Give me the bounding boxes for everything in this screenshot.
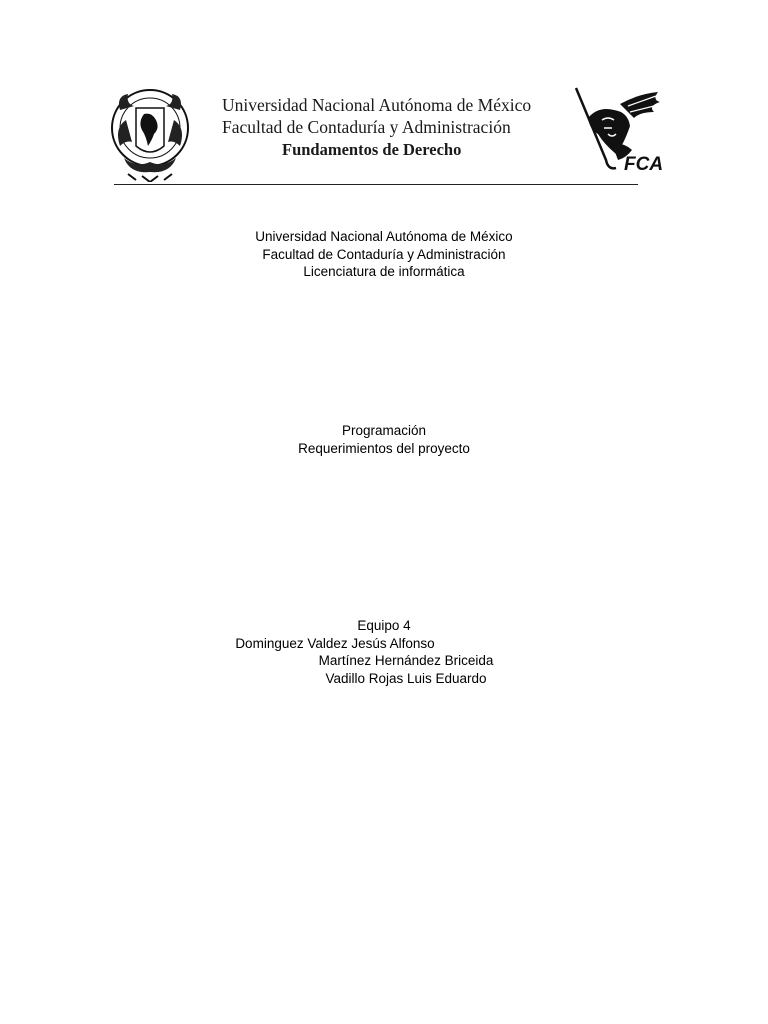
subject-block — [0, 422, 768, 457]
team-name: Equipo 4 — [357, 618, 411, 633]
fca-emblem-icon — [568, 84, 664, 176]
team-member: Vadillo Rojas Luis Eduardo — [325, 670, 487, 686]
institution-faculty: Facultad de Contaduría y Administración — [262, 246, 506, 262]
institution-university: Universidad Nacional Autónoma de México — [255, 229, 513, 244]
institution-block — [0, 228, 768, 281]
subject-assignment: Requerimientos del proyecto — [298, 440, 470, 456]
unam-crest-icon — [106, 88, 194, 182]
fca-emblem-lettering: FCA — [624, 154, 664, 175]
header-title-block — [222, 94, 562, 162]
document-header — [104, 84, 666, 188]
header-faculty-name: Facultad de Contaduría y Administración — [222, 117, 511, 137]
subject-course: Programación — [341, 423, 427, 438]
institution-degree: Licenciatura de informática — [303, 264, 465, 280]
header-divider — [114, 184, 638, 185]
header-course-name: Fundamentos de Derecho — [282, 140, 462, 159]
team-member: Dominguez Valdez Jesús Alfonso — [235, 635, 435, 651]
team-member: Martínez Hernández Briceida — [318, 653, 494, 669]
header-university-name: Universidad Nacional Autónoma de México — [222, 95, 532, 115]
team-block — [0, 617, 768, 687]
